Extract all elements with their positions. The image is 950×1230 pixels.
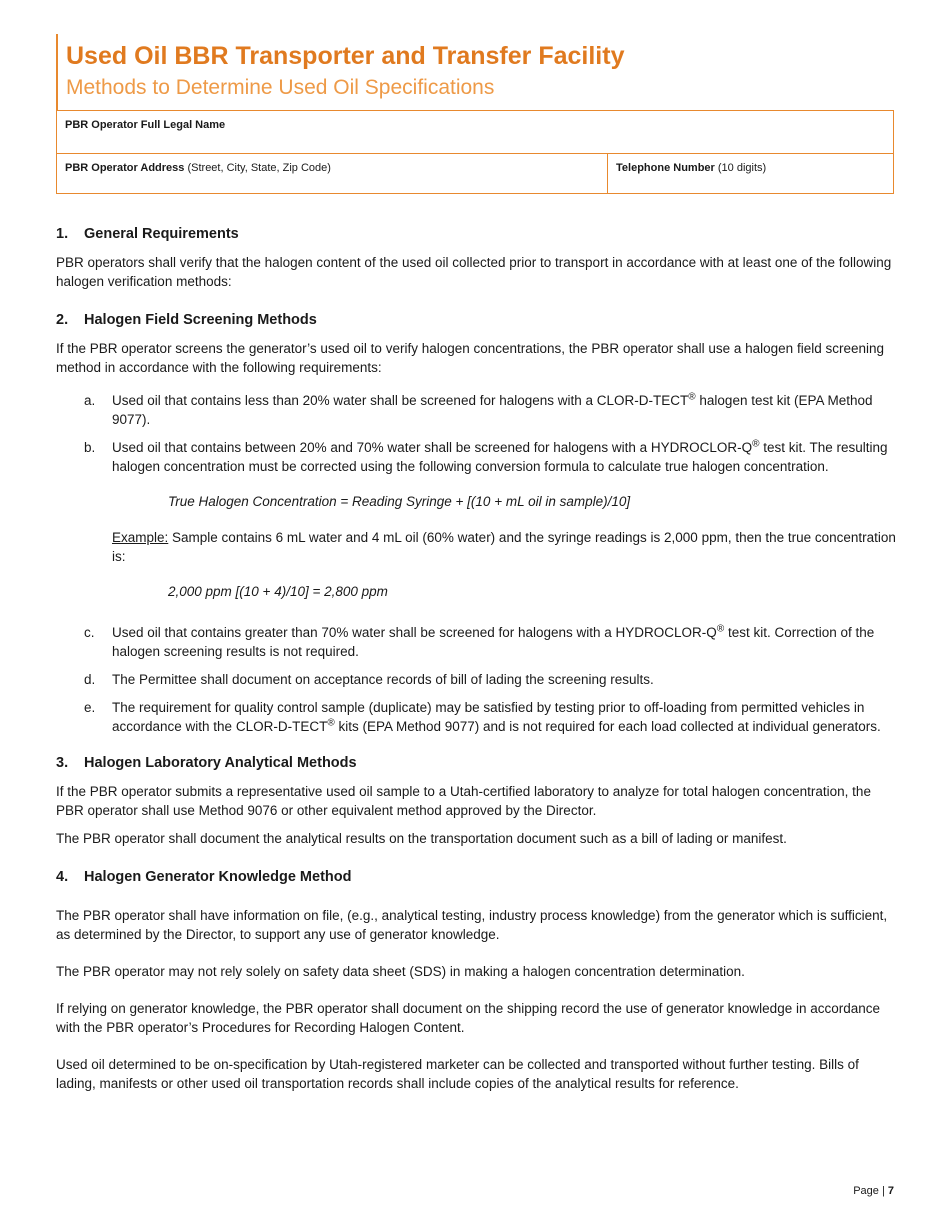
generator-knowledge-text-2: The PBR operator may not rely solely on safety data sheet (SDS) in making a halogen concentration determination. <box>56 964 745 979</box>
list-item: d. The Permittee shall document on acceptance records of bill of lading the screening results. <box>84 672 654 687</box>
page-footer <box>853 1185 894 1197</box>
page-number: 7 <box>887 1185 894 1197</box>
telephone-field[interactable] <box>608 154 894 194</box>
section-heading-field-screening: 2. Halogen Field Screening Methods <box>56 312 317 328</box>
operator-info-form <box>56 110 894 194</box>
generator-knowledge-text-3: If relying on generator knowledge, the PBR operator shall document on the shipping record the use of generator knowledge in accordance with the PBR operator’s Procedures for Recording Halogen Content. <box>56 1001 881 1035</box>
lab-methods-text-2: The PBR operator shall document the analytical results on the transportation document such as a bill of lading or manifest. <box>56 831 787 846</box>
list-item: b. Used oil that contains between 20% and 70% water shall be screened for halogens with a HYDROCLOR-Q® test kit. The resulting halogen concentration must be corrected using the following conversion formula to calculate true halogen concentration. True Halogen Concentration = Reading Syringe + [(10 + mL oil in sample)/10] Example: Sample contains 6 mL water and 4 mL oil (60% water) and the syringe readings is 2,000 ppm, then the true concentration is: 2,000 ppm [(10 + 4)/10] = 2,800 ppm <box>84 438 896 599</box>
page-title: Used Oil BBR Transporter and Transfer Facility <box>66 42 625 70</box>
list-item: e. The requirement for quality control sample (duplicate) may be satisfied by testing prior to off-loading from permitted vehicles in accordance with the CLOR-D-TECT® kits (EPA Method 9077) and is not required for each load collected at individual generators. <box>84 700 881 734</box>
operator-name-field[interactable] <box>57 111 893 154</box>
operator-name-label: PBR Operator Full Legal Name <box>65 119 226 131</box>
screening-requirements-list <box>56 391 896 736</box>
operator-address-label: PBR Operator Address (Street, City, State, Zip Code) <box>65 162 331 174</box>
section-heading-general: 1. General Requirements <box>56 226 239 242</box>
page-label: Page | <box>853 1185 885 1197</box>
example-text: Example: Sample contains 6 mL water and 4 mL oil (60% water) and the syringe readings is 2,000 ppm, then the true concentration is: <box>112 530 896 564</box>
example-calculation: 2,000 ppm [(10 + 4)/10] = 2,800 ppm <box>168 584 388 599</box>
operator-address-field[interactable] <box>57 154 608 194</box>
conversion-formula: True Halogen Concentration = Reading Syringe + [(10 + mL oil in sample)/10] <box>168 494 631 509</box>
document-body <box>56 224 896 1102</box>
header-accent-bar <box>56 34 58 110</box>
generator-knowledge-text-1: The PBR operator shall have information on file, (e.g., analytical testing, industry process knowledge) from the generator which is sufficient, as determined by the Director, to support any use of generator knowledge. <box>56 908 888 942</box>
general-requirements-text: PBR operators shall verify that the halogen content of the used oil collected prior to transport in accordance with at least one of the following halogen verification methods: <box>56 255 892 289</box>
section-heading-generator-knowledge: 4. Halogen Generator Knowledge Method <box>56 869 352 885</box>
section-heading-lab-methods: 3. Halogen Laboratory Analytical Methods <box>56 755 357 771</box>
list-item: a. Used oil that contains less than 20% water shall be screened for halogens with a CLOR-D-TECT® halogen test kit (EPA Method 9077). <box>84 391 873 427</box>
list-item: c. Used oil that contains greater than 70% water shall be screened for halogens with a HYDROCLOR-Q® test kit. Correction of the halogen screening results is not required. <box>84 623 875 659</box>
lab-methods-text-1: If the PBR operator submits a representative used oil sample to a Utah-certified laboratory to analyze for total halogen concentration, the PBR operator shall use Method 9076 or other equivalent method approved by the Director. <box>56 784 871 818</box>
generator-knowledge-text-4: Used oil determined to be on-specification by Utah-registered marketer can be collected and transported without further testing. Bills of lading, manifests or other used oil transportation records shall include copies of the analytical results for reference. <box>56 1057 859 1091</box>
telephone-label: Telephone Number (10 digits) <box>616 162 767 174</box>
page-subtitle: Methods to Determine Used Oil Specifications <box>66 76 495 99</box>
field-screening-intro: If the PBR operator screens the generator’s used oil to verify halogen concentrations, the PBR operator shall use a halogen field screening method in accordance with the following requirements: <box>56 341 884 375</box>
